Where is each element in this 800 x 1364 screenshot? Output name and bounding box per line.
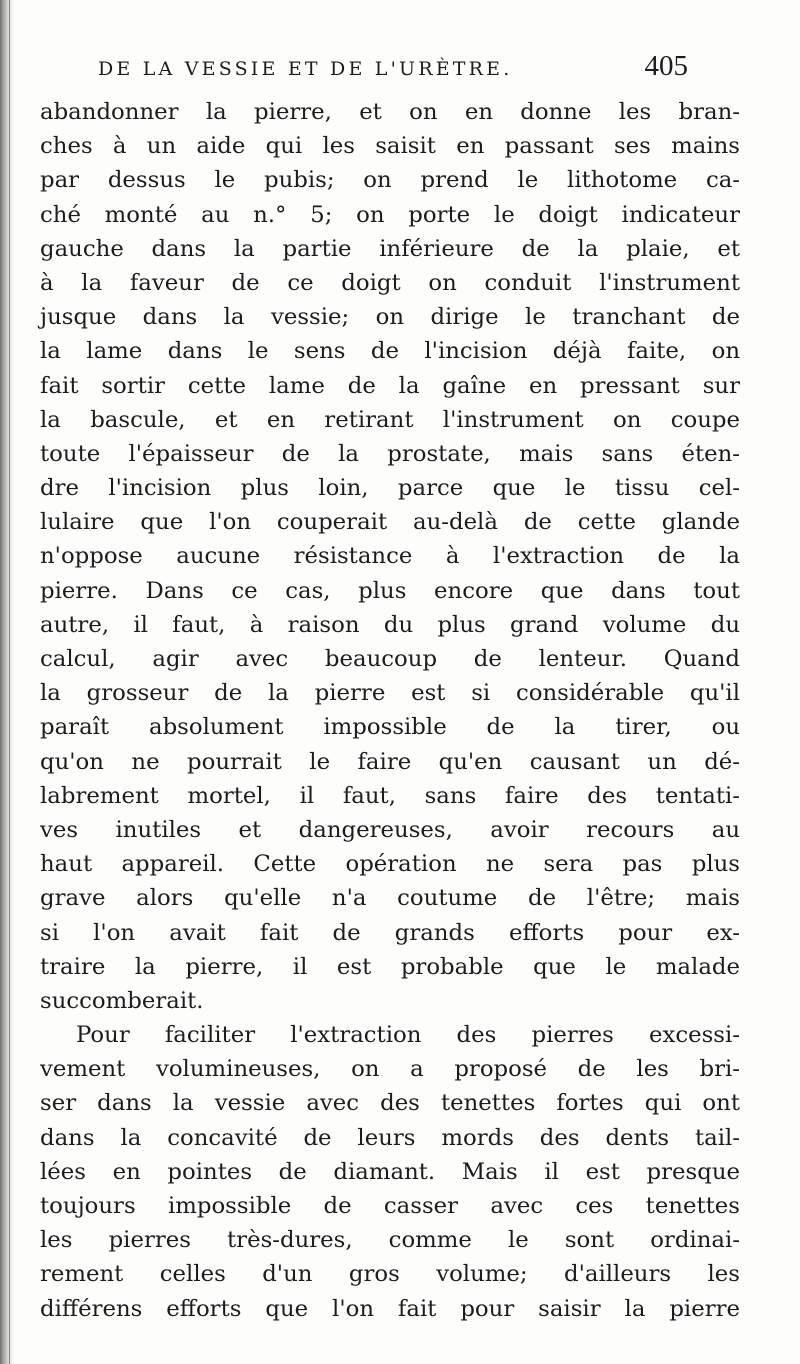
text-line: rement celles d'un gros volume; d'ailleurs les (40, 1261, 740, 1288)
page-number: 405 (644, 50, 688, 82)
text-line: Pour faciliter l'extraction des pierres excessi- (76, 1022, 740, 1049)
text-line: autre, il faut, à raison du plus grand volume du (40, 611, 740, 638)
text-line: à la faveur de ce doigt on conduit l'instrument (40, 269, 740, 296)
text-line: ves inutiles et dangereuses, avoir recours au (40, 816, 740, 843)
text-line: ché monté au n.° 5; on porte le doigt indicateur (40, 201, 740, 228)
running-title: DE LA VESSIE ET DE L'URÈTRE. (98, 58, 513, 80)
text-line: traire la pierre, il est probable que le malade (40, 953, 740, 980)
text-line: qu'on ne pourrait le faire qu'en causant un dé- (40, 748, 740, 775)
text-line: les pierres très-dures, comme le sont ordinai- (40, 1227, 740, 1254)
text-line: la bascule, et en retirant l'instrument on coupe (40, 406, 740, 433)
text-line: la grosseur de la pierre est si considérable qu'il (40, 680, 740, 707)
text-line: jusque dans la vessie; on dirige le tranchant de (40, 304, 740, 331)
text-line: calcul, agir avec beaucoup de lenteur. Quand (40, 646, 740, 672)
text-line: paraît absolument impossible de la tirer, ou (40, 714, 740, 741)
body-text (40, 95, 740, 1326)
text-line: grave alors qu'elle n'a coutume de l'être; mais (40, 885, 740, 912)
text-line: vement volumineuses, on a proposé de les bri- (40, 1056, 740, 1083)
text-line: lées en pointes de diamant. Mais il est presque (40, 1158, 740, 1185)
text-line: pierre. Dans ce cas, plus encore que dans tout (40, 577, 740, 604)
text-line: lulaire que l'on couperait au-delà de cette glande (40, 509, 740, 536)
text-line: dre l'incision plus loin, parce que le tissu cel- (40, 475, 740, 502)
text-line: gauche dans la partie inférieure de la plaie, et (40, 235, 740, 262)
text-line: toute l'épaisseur de la prostate, mais sans éten- (40, 440, 740, 467)
text-line: n'oppose aucune résistance à l'extraction de la (40, 543, 740, 570)
text-line: par dessus le pubis; on prend le lithotome ca- (40, 167, 740, 194)
text-line: haut appareil. Cette opération ne sera pas plus (40, 851, 740, 878)
running-head (98, 50, 688, 90)
text-line: succomberait. (40, 987, 204, 1014)
text-line: dans la concavité de leurs mords des dents tail- (40, 1124, 740, 1151)
text-line: si l'on avait fait de grands efforts pour ex- (40, 919, 740, 946)
text-line: ches à un aide qui les saisit en passant ses mains (40, 133, 740, 160)
text-line: ser dans la vessie avec des tenettes fortes qui ont (40, 1090, 740, 1117)
text-line: toujours impossible de casser avec ces tenettes (40, 1193, 740, 1219)
text-line: fait sortir cette lame de la gaîne en pressant sur (40, 372, 740, 399)
text-line: la lame dans le sens de l'incision déjà faite, on (40, 338, 740, 365)
text-line: différens efforts que l'on fait pour saisir la pierre (40, 1295, 740, 1322)
text-line: labrement mortel, il faut, sans faire des tentati- (40, 782, 740, 809)
page-binding-edge (0, 0, 14, 1364)
text-line: abandonner la pierre, et on en donne les bran- (40, 99, 740, 125)
